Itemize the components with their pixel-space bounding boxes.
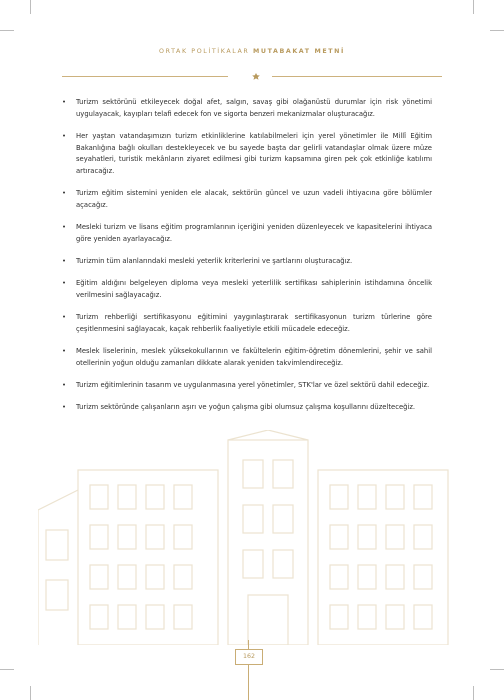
crop-mark-top-right [473, 0, 474, 14]
list-item-text: Turizm sektöründe çalışanların aşırı ve yoğun çalışma gibi olumsuz çalışma koşullarını düzelteceğiz. [76, 403, 416, 412]
list-item-text: Meslek liselerinin, meslek yüksekokullarının ve fakültelerin eğitim-öğretim dönemlerini, şehir ve sahil otellerinin yoğun olduğu zamanları dikkate alarak yeniden takvimlendireceğiz. [76, 347, 432, 367]
bullet-marker: • [62, 313, 67, 322]
header-rule-right [272, 76, 442, 77]
list-item [62, 346, 432, 369]
list-item-text: Turizm sektörünü etkileyecek doğal afet, salgın, savaş gibi olağanüstü durumlar için risk yönetimi uygulayacak, kayıpları telafi edecek fon ve sigorta benzeri mekanizmalar oluşturacağız. [76, 98, 432, 118]
bullet-marker: • [62, 131, 67, 140]
page-number-rule-bottom [248, 665, 249, 700]
bullet-marker: • [62, 347, 67, 356]
crop-mark-top-left-h [0, 30, 14, 31]
running-header [0, 48, 504, 55]
list-item-text: Turizm eğitim sistemini yeniden ele alacak, sektörün güncel ve uzun vadeli ihtiyacına göre bölümler açacağız. [76, 189, 432, 209]
list-item [62, 402, 432, 414]
bullet-list [62, 97, 432, 424]
header-title: MUTABAKAT METNİ [253, 48, 345, 55]
list-item [62, 380, 432, 392]
bullet-marker: • [62, 223, 67, 232]
bullet-marker: • [62, 189, 67, 198]
crop-mark-bottom-right-h [490, 669, 504, 670]
list-item [62, 278, 432, 301]
bullet-marker: • [62, 279, 67, 288]
list-item [62, 131, 432, 178]
list-item-text: Her yaştan vatandaşımızın turizm etkinliklerine katılabilmeleri için yerel yönetimler ile Millî Eğitim Bakanlığına bağlı okulları destekleyecek ve bu sayede başta dar gelirli vatandaşlar olmak üzere müze seyahatleri, turistik mekânların ziyaret edilmesi gibi turizm kapsamına giren pek çok etkinliğe katılımı artıracağız. [76, 131, 432, 176]
page-number: 162 [235, 649, 263, 665]
list-item [62, 256, 432, 268]
header-rule-left [62, 76, 228, 77]
crop-mark-bottom-right [473, 686, 474, 700]
list-item [62, 222, 432, 245]
bullet-marker: • [62, 403, 67, 412]
page-number-rule-top [248, 640, 249, 649]
bullet-marker: • [62, 98, 67, 106]
list-item-text: Turizmin tüm alanlarındaki mesleki yeterlik kriterlerini ve şartlarını oluşturacağız. [76, 257, 353, 266]
list-item [62, 312, 432, 335]
list-item [62, 188, 432, 211]
bullet-marker: • [62, 380, 67, 389]
crescent-star-icon [232, 64, 268, 88]
crop-mark-top-left [30, 0, 31, 14]
list-item [62, 97, 432, 120]
list-item-text: Turizm rehberliği sertifikasyonu eğitimini yaygınlaştırarak sertifikasyonun turizm türlerine göre çeşitlenmesini sağlayacak, kaçak rehberlik faaliyetiyle etkili mücadele edeceğiz. [76, 313, 432, 333]
building-watermark [38, 430, 468, 645]
crop-mark-bottom-left [30, 686, 31, 700]
list-item-text: Eğitim aldığını belgeleyen diploma veya mesleki yeterlilik sertifikası sahiplerinin istihdamına öncelik verilmesini sağlayacağız. [76, 279, 432, 299]
list-item-text: Mesleki turizm ve lisans eğitim programlarının içeriğini yeniden düzenleyecek ve kapasitelerini ihtiyaca göre yeniden ayarlayacağız. [76, 223, 432, 243]
crop-mark-bottom-left-h [0, 669, 14, 670]
list-item-text: Turizm eğitimlerinin tasarım ve uygulanmasına yerel yönetimler, STK'lar ve özel sektörü dahil edeceğiz. [76, 380, 430, 389]
crop-mark-top-right-h [490, 30, 504, 31]
header-prefix: ORTAK POLİTİKALAR [159, 48, 250, 55]
bullet-marker: • [62, 257, 67, 266]
